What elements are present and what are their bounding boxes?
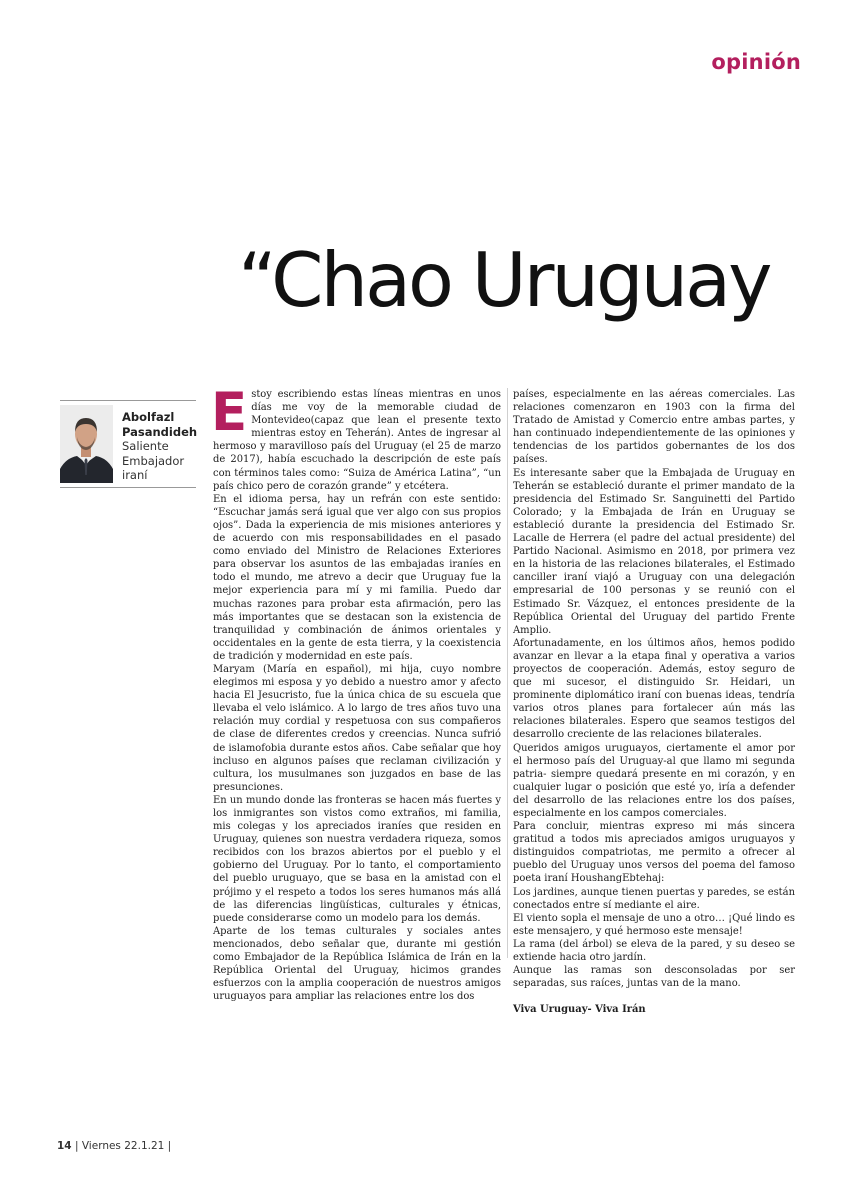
edition-date: Viernes 22.1.21 — [81, 1140, 165, 1152]
article-paragraph — [211, 382, 501, 493]
poem-line: Los jardines, aunque tienen puertas y paredes, se están conectados entre sí mediante el aire. — [513, 886, 795, 911]
author-role-line3: iraní — [122, 468, 148, 482]
page-number: 14 — [57, 1140, 72, 1152]
author-portrait-icon — [60, 405, 113, 483]
paragraph-text: stoy escribiendo estas líneas mientras en unos días me voy de la memorable ciudad de Montevideo(capaz que lean el presente texto mientras estoy en Teherán). Antes de ingresar al hermoso y maravilloso país del Uruguay (el 25 de marzo de 2017), había escuchado la descripción de este país con términos tales como: “Suiza de América Latina”, “un país chico pero de corazón grande” y etcétera. — [213, 389, 501, 492]
author-role-line2: Embajador — [122, 453, 185, 468]
article-column-2 — [513, 388, 795, 1016]
page-footer — [57, 1140, 171, 1152]
author-role-line1: Saliente — [122, 439, 169, 453]
article-paragraph: En el idioma persa, hay un refrán con este sentido: “Escuchar jamás será igual que ver algo con sus propios ojos”. Dada la experiencia de mis misiones anteriores y de acuerdo con mis responsabilidades en el pasado como enviado del Ministro de Relaciones Exteriores para observar los asuntos de las embajadas iraníes en todo el mundo, me atrevo a decir que Uruguay fue la mejor experiencia para mí y mi familia. Puedo dar muchas razones para probar esta afirmación, pero las más importantes que se destacan son la existencia de tranquilidad y combinación de ánimos orientales y occidentales en la gente de esta tierra, y la coexistencia de tradición y modernidad en este país. — [213, 493, 501, 662]
headline: “Chao Uruguay — [238, 236, 770, 324]
article-column-1 — [211, 382, 501, 1003]
article-paragraph: Afortunadamente, en los últimos años, hemos podido avanzar en llevar a la etapa final y operativa a varios proyectos de cooperación. Además, estoy seguro de que mi sucesor, el distinguido Sr. Heidari, un prominente diplomático iraní con buenas ideas, tendría varios otros planes para fortalecer aún más las relaciones bilaterales. Espero que seamos testigos del desarrollo creciente de las relaciones bilaterales. — [513, 637, 795, 741]
column-divider — [507, 388, 508, 958]
poem-line: La rama (del árbol) se eleva de la pared, y su deseo se extiende hacia otro jardín. — [513, 938, 795, 964]
avatar — [60, 405, 113, 483]
drop-cap: E — [211, 382, 248, 443]
footer-separator: | — [74, 1140, 79, 1152]
article-paragraph: Para concluir, mientras expreso mi más sincera gratitud a todos mis apreciados amigos uruguayos y distinguidos compatriotas, me permito a ofrecer al pueblo del Uruguay unos versos del poema del famoso poeta iraní HoushangEbtehaj: — [513, 821, 795, 885]
article-paragraph: Queridos amigos uruguayos, ciertamente el amor por el hermoso país del Uruguay-al que llamo mi segunda patria- siempre quedará presente en mi corazón, y en cualquier lugar o posición que esté yo, iría a defender del desarrollo de las relaciones entre los dos países, especialmente en los campos comerciales. — [513, 742, 795, 819]
poem-line: El viento sopla el mensaje de uno a otro… ¡Qué lindo es este mensajero, y qué hermoso este mensaje! — [513, 912, 795, 937]
closing-line: Viva Uruguay- Viva Irán — [513, 1004, 646, 1016]
article-paragraph: países, especialmente en las aéreas comerciales. Las relaciones comenzaron en 1903 con la firma del Tratado de Amistad y Comercio entre ambas partes, y han continuado independientemente de las opiniones y tendencias de los partidos gobernantes de los dos países. — [513, 389, 795, 466]
section-label: opinión — [711, 50, 801, 74]
author-name-last: Pasandideh — [122, 424, 198, 439]
author-name-first: Abolfazl — [122, 410, 175, 424]
footer-separator: | — [167, 1140, 172, 1152]
author-text — [122, 410, 200, 483]
article-paragraph: En un mundo donde las fronteras se hacen más fuertes y los inmigrantes son vistos como extraños, mi familia, mis colegas y los apreciados iraníes que residen en Uruguay, quienes son nuestra verdadera riqueza, somos recibidos con los brazos abiertos por el pueblo y el gobierno del Uruguay. Por lo tanto, el comportamiento del pueblo uruguayo, que se basa en la amistad con el prójimo y el respeto a todos los seres humanos más allá de las diferencias lingüísticas, culturales y étnicas, puede considerarse como un modelo para los demás. — [213, 794, 501, 924]
author-box — [60, 400, 196, 488]
poem-line: Aunque las ramas son desconsoladas por ser separadas, sus raíces, juntas van de la mano. — [513, 965, 795, 990]
article-paragraph: Maryam (María en español), mi hija, cuyo nombre elegimos mi esposa y yo debido a nuestro amor y afecto hacia El Jesucristo, fue la única chica de su escuela que llevaba el velo islámico. A lo largo de tres años tuvo una relación muy cordial y respetuosa con sus compañeros de clase de diferentes credos y creencias. Nunca sufrió de islamofobia durante estos años. Cabe señalar que hoy incluso en algunos países que reclaman civilización y cultura, los musulmanes son juzgados en base de las presunciones. — [213, 663, 501, 793]
article-paragraph: Es interesante saber que la Embajada de Uruguay en Teherán se estableció durante el primer mandato de la presidencia del Estimado Sr. Sanguinetti del Partido Colorado; y la Embajada de Irán en Uruguay se estableció durante la presidencia del Estimado Sr. Lacalle de Herrera (el padre del actual presidente) del Partido Nacional. Asimismo en 2018, por primera vez en la historia de las relaciones bilaterales, el Estimado canciller iraní viajó a Uruguay con una delegación empresarial de 100 personas y se reunió con el Estimado Sr. Vázquez, el entonces presidente de la República Oriental del Uruguay del partido Frente Amplio. — [513, 467, 795, 636]
article-paragraph: Aparte de los temas culturales y sociales antes mencionados, debo señalar que, durante mi gestión como Embajador de la República Islámica de Irán en la República Oriental del Uruguay, hicimos grandes esfuerzos con la amplia cooperación de nuestros amigos uruguayos para ampliar las relaciones entre los dos — [213, 925, 501, 1003]
